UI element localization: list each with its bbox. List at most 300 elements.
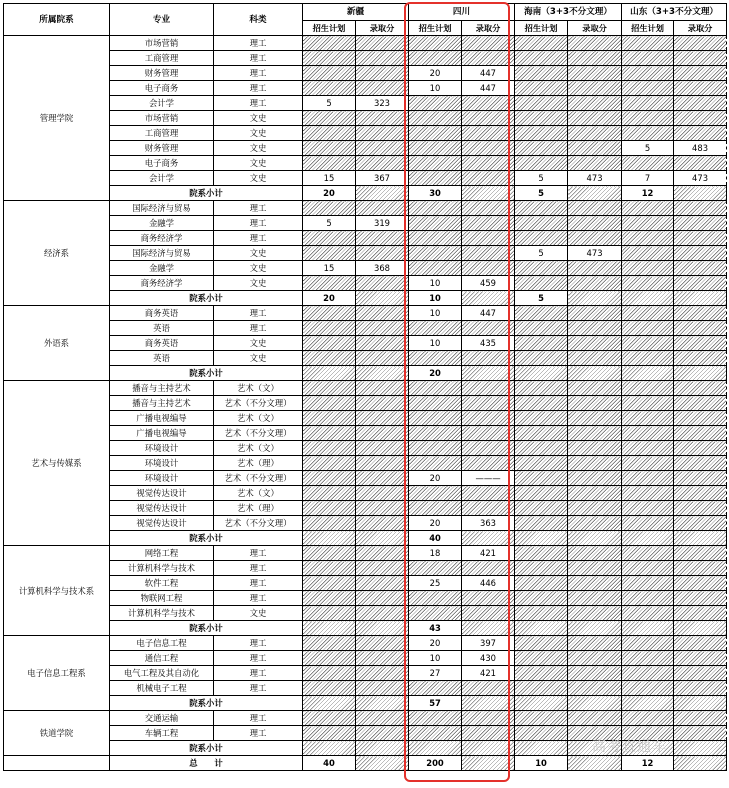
score-cell xyxy=(674,126,727,141)
header-plan: 招生计划 xyxy=(515,21,568,36)
score-cell xyxy=(568,561,622,576)
plan-cell xyxy=(622,486,674,501)
major-cell: 交通运输 xyxy=(110,711,214,726)
category-cell: 理工 xyxy=(214,321,303,336)
subtotal-blank xyxy=(674,696,727,711)
plan-cell xyxy=(622,501,674,516)
score-cell xyxy=(356,681,409,696)
score-cell xyxy=(568,51,622,66)
score-cell: 368 xyxy=(356,261,409,276)
score-cell xyxy=(356,591,409,606)
major-cell: 金融学 xyxy=(110,216,214,231)
score-cell xyxy=(674,246,727,261)
plan-cell xyxy=(515,501,568,516)
plan-cell xyxy=(303,306,356,321)
major-cell: 电气工程及其自动化 xyxy=(110,666,214,681)
plan-cell xyxy=(303,441,356,456)
score-cell xyxy=(568,666,622,681)
plan-cell xyxy=(622,441,674,456)
score-cell xyxy=(356,381,409,396)
score-cell xyxy=(462,681,515,696)
subtotal-label: 院系小计 xyxy=(110,186,303,201)
table-row xyxy=(4,321,727,336)
college-name: 计算机科学与技术系 xyxy=(4,546,110,636)
score-cell xyxy=(356,126,409,141)
score-cell xyxy=(674,411,727,426)
major-cell: 国际经济与贸易 xyxy=(110,246,214,261)
plan-cell xyxy=(515,261,568,276)
plan-cell xyxy=(622,156,674,171)
subtotal-blank xyxy=(356,186,409,201)
major-cell: 市场营销 xyxy=(110,111,214,126)
score-cell xyxy=(356,321,409,336)
plan-cell: 5 xyxy=(622,141,674,156)
plan-cell xyxy=(303,576,356,591)
subtotal-value xyxy=(303,366,356,381)
plan-cell xyxy=(409,96,462,111)
subtotal-blank xyxy=(674,531,727,546)
plan-cell xyxy=(303,456,356,471)
table-row xyxy=(4,261,727,276)
score-cell xyxy=(674,666,727,681)
plan-cell xyxy=(515,321,568,336)
score-cell xyxy=(356,411,409,426)
plan-cell xyxy=(622,231,674,246)
subtotal-label: 院系小计 xyxy=(110,741,303,756)
plan-cell xyxy=(622,411,674,426)
score-cell xyxy=(674,426,727,441)
score-cell xyxy=(674,561,727,576)
subtotal-blank xyxy=(674,186,727,201)
plan-cell xyxy=(515,111,568,126)
subtotal-label: 院系小计 xyxy=(110,291,303,306)
subtotal-row xyxy=(4,696,727,711)
plan-cell xyxy=(303,681,356,696)
plan-cell: 20 xyxy=(409,516,462,531)
score-cell xyxy=(356,501,409,516)
major-cell: 财务管理 xyxy=(110,66,214,81)
plan-cell xyxy=(515,681,568,696)
score-cell xyxy=(568,546,622,561)
plan-cell xyxy=(409,201,462,216)
category-cell: 艺术（理） xyxy=(214,456,303,471)
score-cell xyxy=(674,441,727,456)
category-cell: 文史 xyxy=(214,111,303,126)
plan-cell xyxy=(622,246,674,261)
score-cell xyxy=(674,321,727,336)
plan-cell xyxy=(409,126,462,141)
score-cell xyxy=(674,486,727,501)
score-cell xyxy=(674,711,727,726)
college-name: 铁道学院 xyxy=(4,711,110,756)
category-cell: 文史 xyxy=(214,126,303,141)
major-cell: 市场营销 xyxy=(110,36,214,51)
plan-cell xyxy=(515,606,568,621)
category-cell: 文史 xyxy=(214,336,303,351)
plan-cell xyxy=(409,456,462,471)
plan-cell xyxy=(409,606,462,621)
score-cell xyxy=(356,636,409,651)
plan-cell xyxy=(622,66,674,81)
plan-cell xyxy=(622,711,674,726)
plan-cell xyxy=(515,561,568,576)
category-cell: 文史 xyxy=(214,156,303,171)
score-cell: 446 xyxy=(462,576,515,591)
plan-cell xyxy=(303,201,356,216)
score-cell xyxy=(568,426,622,441)
plan-cell xyxy=(409,501,462,516)
watermark-text: 高考直通车 xyxy=(592,739,667,755)
score-cell xyxy=(462,321,515,336)
plan-cell xyxy=(409,486,462,501)
plan-cell xyxy=(515,126,568,141)
score-cell xyxy=(674,516,727,531)
plan-cell: 10 xyxy=(409,336,462,351)
score-cell: 447 xyxy=(462,306,515,321)
subtotal-blank xyxy=(356,696,409,711)
plan-cell xyxy=(409,321,462,336)
plan-cell xyxy=(409,261,462,276)
score-cell: 421 xyxy=(462,666,515,681)
score-cell xyxy=(674,351,727,366)
subtotal-value xyxy=(515,621,568,636)
major-cell: 国际经济与贸易 xyxy=(110,201,214,216)
plan-cell xyxy=(515,426,568,441)
category-cell: 艺术（文） xyxy=(214,486,303,501)
plan-cell xyxy=(515,726,568,741)
subtotal-blank xyxy=(356,291,409,306)
subtotal-blank xyxy=(568,741,622,756)
score-cell xyxy=(568,141,622,156)
plan-cell: 5 xyxy=(515,246,568,261)
table-row xyxy=(4,171,727,186)
score-cell xyxy=(568,516,622,531)
score-cell xyxy=(462,381,515,396)
plan-cell xyxy=(622,306,674,321)
plan-cell xyxy=(303,591,356,606)
plan-cell xyxy=(303,351,356,366)
subtotal-value xyxy=(303,621,356,636)
plan-cell xyxy=(409,351,462,366)
score-cell xyxy=(674,96,727,111)
plan-cell xyxy=(622,276,674,291)
plan-cell xyxy=(515,276,568,291)
major-cell: 金融学 xyxy=(110,261,214,276)
subtotal-value xyxy=(622,741,674,756)
total-value: 12 xyxy=(622,756,674,771)
plan-cell xyxy=(515,306,568,321)
category-cell: 理工 xyxy=(214,726,303,741)
plan-cell xyxy=(622,396,674,411)
table-row xyxy=(4,501,727,516)
major-cell: 视觉传达设计 xyxy=(110,486,214,501)
plan-cell xyxy=(515,456,568,471)
plan-cell xyxy=(515,576,568,591)
subtotal-blank xyxy=(674,741,727,756)
subtotal-value xyxy=(622,696,674,711)
score-cell: 397 xyxy=(462,636,515,651)
plan-cell xyxy=(622,726,674,741)
score-cell xyxy=(462,486,515,501)
score-cell xyxy=(674,456,727,471)
plan-cell xyxy=(303,711,356,726)
subtotal-blank xyxy=(462,621,515,636)
table-row xyxy=(4,111,727,126)
plan-cell: 20 xyxy=(409,636,462,651)
score-cell xyxy=(356,711,409,726)
major-cell: 会计学 xyxy=(110,96,214,111)
score-cell xyxy=(462,591,515,606)
subtotal-value xyxy=(515,366,568,381)
college-name: 艺术与传媒系 xyxy=(4,381,110,546)
plan-cell xyxy=(622,336,674,351)
plan-cell xyxy=(409,426,462,441)
score-cell xyxy=(568,501,622,516)
major-cell: 车辆工程 xyxy=(110,726,214,741)
score-cell xyxy=(568,576,622,591)
subtotal-blank xyxy=(568,186,622,201)
category-cell: 文史 xyxy=(214,141,303,156)
plan-cell xyxy=(409,681,462,696)
score-cell xyxy=(568,471,622,486)
score-cell xyxy=(674,651,727,666)
subtotal-value xyxy=(409,741,462,756)
score-cell: 367 xyxy=(356,171,409,186)
score-cell xyxy=(568,441,622,456)
major-cell: 视觉传达设计 xyxy=(110,516,214,531)
plan-cell xyxy=(515,636,568,651)
table-row xyxy=(4,426,727,441)
header-province-sichuan: 四川 xyxy=(409,4,515,21)
subtotal-value xyxy=(622,291,674,306)
score-cell xyxy=(568,591,622,606)
table-row xyxy=(4,471,727,486)
category-cell: 艺术（不分文理） xyxy=(214,426,303,441)
score-cell xyxy=(356,576,409,591)
major-cell: 财务管理 xyxy=(110,141,214,156)
plan-cell xyxy=(622,381,674,396)
score-cell xyxy=(568,306,622,321)
total-blank xyxy=(568,756,622,771)
subtotal-value xyxy=(515,531,568,546)
header-score: 录取分 xyxy=(462,21,515,36)
score-cell xyxy=(356,111,409,126)
score-cell xyxy=(568,681,622,696)
header-province-xinjiang: 新疆 xyxy=(303,4,409,21)
subtotal-label: 院系小计 xyxy=(110,696,303,711)
plan-cell xyxy=(515,201,568,216)
table-row xyxy=(4,51,727,66)
plan-cell xyxy=(515,486,568,501)
header-row-provinces xyxy=(4,4,727,21)
table-row xyxy=(4,411,727,426)
subtotal-value xyxy=(622,531,674,546)
header-score: 录取分 xyxy=(356,21,409,36)
subtotal-value: 10 xyxy=(409,291,462,306)
major-cell: 环境设计 xyxy=(110,456,214,471)
score-cell xyxy=(356,516,409,531)
score-cell xyxy=(674,501,727,516)
college-name: 管理学院 xyxy=(4,36,110,201)
score-cell xyxy=(462,561,515,576)
major-cell: 英语 xyxy=(110,321,214,336)
score-cell xyxy=(356,456,409,471)
major-cell: 会计学 xyxy=(110,171,214,186)
plan-cell xyxy=(303,546,356,561)
plan-cell xyxy=(622,351,674,366)
plan-cell: 27 xyxy=(409,666,462,681)
college-name: 外语系 xyxy=(4,306,110,381)
plan-cell xyxy=(622,216,674,231)
category-cell: 理工 xyxy=(214,651,303,666)
score-cell xyxy=(568,651,622,666)
header-province-shandong: 山东（3+3不分文理） xyxy=(622,4,727,21)
major-cell: 物联网工程 xyxy=(110,591,214,606)
score-cell: 473 xyxy=(674,171,727,186)
college-name: 电子信息工程系 xyxy=(4,636,110,711)
plan-cell xyxy=(515,36,568,51)
score-cell xyxy=(356,651,409,666)
plan-cell xyxy=(409,156,462,171)
plan-cell xyxy=(303,81,356,96)
table-row xyxy=(4,636,727,651)
subtotal-blank xyxy=(674,366,727,381)
plan-cell xyxy=(622,591,674,606)
plan-cell xyxy=(622,126,674,141)
score-cell xyxy=(462,411,515,426)
plan-cell xyxy=(622,36,674,51)
score-cell xyxy=(568,321,622,336)
major-cell: 工商管理 xyxy=(110,126,214,141)
category-cell: 艺术（不分文理） xyxy=(214,471,303,486)
score-cell xyxy=(674,336,727,351)
header-plan: 招生计划 xyxy=(303,21,356,36)
total-blank xyxy=(462,756,515,771)
subtotal-value: 40 xyxy=(409,531,462,546)
subtotal-value xyxy=(515,741,568,756)
category-cell: 理工 xyxy=(214,81,303,96)
category-cell: 文史 xyxy=(214,606,303,621)
score-cell: 435 xyxy=(462,336,515,351)
plan-cell xyxy=(622,321,674,336)
plan-cell xyxy=(515,141,568,156)
subtotal-value xyxy=(303,531,356,546)
plan-cell xyxy=(303,651,356,666)
score-cell xyxy=(568,201,622,216)
table-row xyxy=(4,351,727,366)
score-cell xyxy=(462,156,515,171)
subtotal-value xyxy=(622,366,674,381)
subtotal-value: 30 xyxy=(409,186,462,201)
plan-cell xyxy=(409,216,462,231)
score-cell: 430 xyxy=(462,651,515,666)
score-cell xyxy=(568,336,622,351)
subtotal-blank xyxy=(462,531,515,546)
plan-cell xyxy=(409,396,462,411)
table-row xyxy=(4,486,727,501)
subtotal-value: 43 xyxy=(409,621,462,636)
score-cell xyxy=(568,216,622,231)
score-cell xyxy=(568,96,622,111)
plan-cell xyxy=(515,336,568,351)
score-cell xyxy=(462,426,515,441)
category-cell: 理工 xyxy=(214,711,303,726)
table-row xyxy=(4,546,727,561)
category-cell: 文史 xyxy=(214,276,303,291)
score-cell xyxy=(356,666,409,681)
major-cell: 机械电子工程 xyxy=(110,681,214,696)
plan-cell: 10 xyxy=(409,651,462,666)
score-cell: 421 xyxy=(462,546,515,561)
score-cell xyxy=(674,726,727,741)
score-cell xyxy=(674,111,727,126)
score-cell xyxy=(674,156,727,171)
score-cell xyxy=(356,546,409,561)
major-cell: 软件工程 xyxy=(110,576,214,591)
plan-cell xyxy=(622,51,674,66)
score-cell xyxy=(462,501,515,516)
score-cell xyxy=(356,246,409,261)
category-cell: 理工 xyxy=(214,636,303,651)
score-cell xyxy=(356,141,409,156)
subtotal-blank xyxy=(568,696,622,711)
subtotal-blank xyxy=(356,621,409,636)
subtotal-value: 20 xyxy=(303,186,356,201)
table-row xyxy=(4,681,727,696)
score-cell: 319 xyxy=(356,216,409,231)
category-cell: 理工 xyxy=(214,306,303,321)
subtotal-blank xyxy=(674,291,727,306)
score-cell xyxy=(462,456,515,471)
plan-cell xyxy=(303,411,356,426)
plan-cell xyxy=(303,276,356,291)
plan-cell xyxy=(622,666,674,681)
table-row xyxy=(4,141,727,156)
major-cell: 环境设计 xyxy=(110,441,214,456)
category-cell: 理工 xyxy=(214,36,303,51)
plan-cell xyxy=(303,66,356,81)
plan-cell xyxy=(409,726,462,741)
subtotal-blank xyxy=(568,621,622,636)
score-cell xyxy=(462,111,515,126)
plan-cell xyxy=(409,591,462,606)
plan-cell xyxy=(622,561,674,576)
college-name: 经济系 xyxy=(4,201,110,306)
score-cell xyxy=(674,306,727,321)
plan-cell xyxy=(515,156,568,171)
major-cell: 播音与主持艺术 xyxy=(110,396,214,411)
score-cell xyxy=(674,51,727,66)
plan-cell xyxy=(303,501,356,516)
score-cell xyxy=(462,231,515,246)
score-cell xyxy=(674,681,727,696)
plan-cell xyxy=(303,396,356,411)
score-cell: 323 xyxy=(356,96,409,111)
total-value: 10 xyxy=(515,756,568,771)
score-cell xyxy=(462,36,515,51)
plan-cell xyxy=(303,156,356,171)
total-row xyxy=(4,756,727,771)
subtotal-value: 5 xyxy=(515,186,568,201)
plan-cell: 5 xyxy=(303,96,356,111)
table-row xyxy=(4,591,727,606)
major-cell: 商务英语 xyxy=(110,336,214,351)
plan-cell xyxy=(303,426,356,441)
header-college: 所属院系 xyxy=(4,4,110,36)
score-cell xyxy=(674,276,727,291)
score-cell xyxy=(568,276,622,291)
major-cell: 电子商务 xyxy=(110,156,214,171)
